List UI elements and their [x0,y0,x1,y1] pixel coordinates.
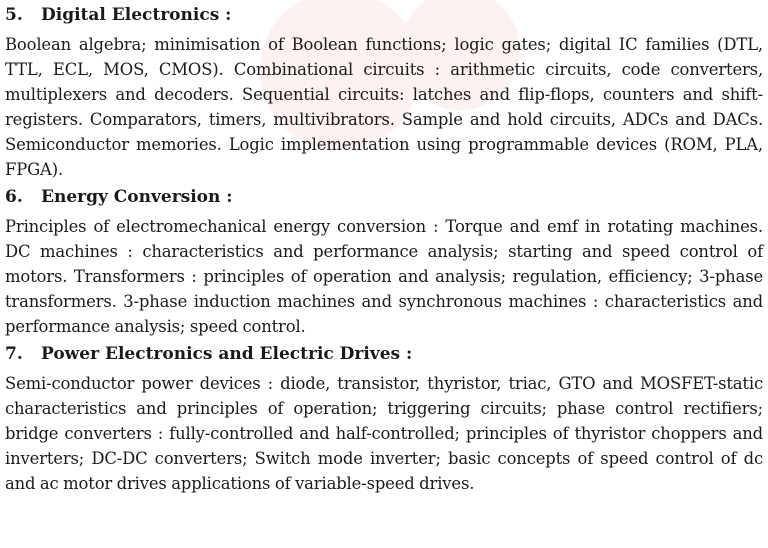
section-heading [5,186,763,208]
section-title: Power Electronics and Electric Drives : [41,344,413,364]
section-energy-conversion [5,186,763,339]
section-number: 5. [5,5,23,25]
document-page [5,0,763,500]
section-body: Principles of electromechanical energy conversion : Torque and emf in rotating machines. DC machines : characteristics and performance analysis; starting and speed control of motors. Transformers : principles of operation and analysis; regulation, efficiency; 3-phase transformers. 3-phase induction machines and synchronous machines : characteristics and performance analysis; speed control. [5,217,763,336]
section-heading [5,4,763,26]
section-title: Energy Conversion : [41,187,233,207]
section-body: Semi-conductor power devices : diode, transistor, thyristor, triac, GTO and MOSFET-static characteristics and principles of operation; triggering circuits; phase control rectifiers; bridge converters : fully-controlled and half-controlled; principles of thyristor choppers and inverters; DC-DC converters; Switch mode inverter; basic concepts of speed control of dc and ac motor drives applications of variable-speed drives. [5,374,763,493]
section-digital-electronics [5,4,763,182]
section-title: Digital Electronics : [41,5,232,25]
section-heading [5,343,763,365]
section-body: Boolean algebra; minimisation of Boolean functions; logic gates; digital IC families (DTL, TTL, ECL, MOS, CMOS). Combinational circuits : arithmetic circuits, code converters, multiplexers and decoders. Sequential circuits: latches and flip-flops, counters and shift-registers. Comparators, timers, multivibrators. Sample and hold circuits, ADCs and DACs. Semiconductor memories. Logic implementation using programmable devices (ROM, PLA, FPGA). [5,35,763,179]
section-number: 6. [5,187,23,207]
section-number: 7. [5,344,23,364]
section-power-electronics [5,343,763,496]
